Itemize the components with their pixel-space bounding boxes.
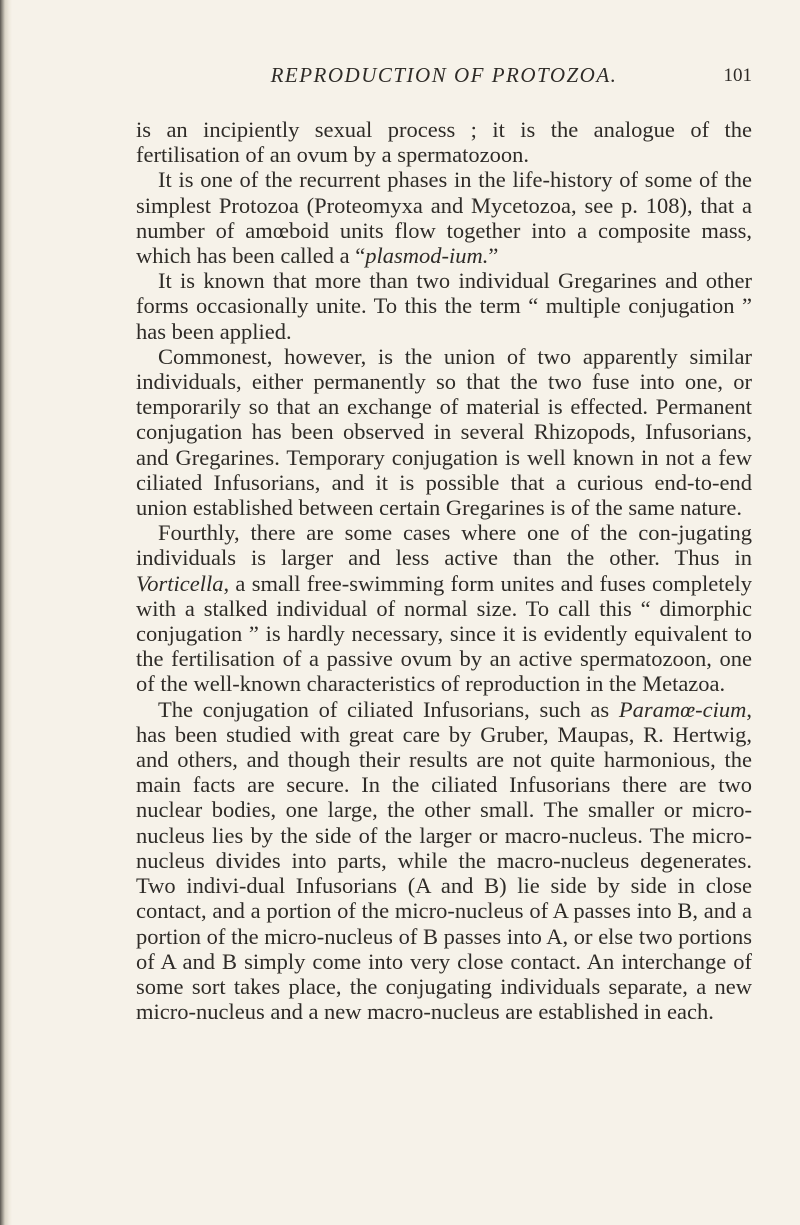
text-run: It is known that more than two individual Gregarines and other forms occasionally unite. To this the term “ multiple conjugation ” has been applied. bbox=[136, 268, 752, 344]
text-run: ” bbox=[488, 243, 499, 269]
running-head: REPRODUCTION OF PROTOZOA. bbox=[270, 63, 618, 87]
text-run: , a small free-swimming form unites and fuses completely with a stalked individual of normal size. To call this “ dimorphic conjugation ” is hardly necessary, since it is evidently equivalent to the fertilisation of a passive ovum by an active spermatozoon, one of the well-known characteristics of reproduction in the Metazoa. bbox=[136, 570, 752, 697]
text-run: is an incipiently sexual process ; it is the analogue of the fertilisation of an ovum by a spermatozoon. bbox=[136, 117, 752, 168]
paragraph-1 bbox=[136, 117, 752, 167]
text-run: It is one of the recurrent phases in the life-history of some of the simplest Protozoa (Proteomyxa and Mycetozoa, see p. 108), that a number of amœboid units flow together into a composite mass, which has been called a “ bbox=[136, 167, 752, 269]
page-header bbox=[136, 63, 752, 95]
paragraph-5 bbox=[136, 520, 752, 696]
italic-term: plasmod-ium. bbox=[365, 243, 489, 269]
paragraph-2 bbox=[136, 167, 752, 268]
italic-term: Paramœ-cium bbox=[618, 696, 747, 722]
text-run: The conjugation of ciliated Infusorians, such as bbox=[158, 696, 619, 722]
text-run: Fourthly, there are some cases where one of the con-jugating individuals is larger and less active than the other. Thus in bbox=[136, 520, 752, 571]
page-binding-edge bbox=[0, 0, 12, 1225]
paragraph-4 bbox=[136, 344, 752, 520]
paragraph-6 bbox=[136, 697, 752, 1025]
paragraph-3 bbox=[136, 268, 752, 344]
body-text bbox=[136, 117, 752, 1024]
italic-term: Vorticella bbox=[136, 570, 224, 596]
text-run: , has been studied with great care by Gruber, Maupas, R. Hertwig, and others, and though their results are not quite harmonious, the main facts are secure. In the ciliated Infusorians there are two nuclear bodies, one large, the other small. The smaller or micro-nucleus lies by the side of the larger or macro-nucleus. The micro-nucleus divides into parts, while the macro-nucleus degenerates. Two indivi-dual Infusorians (A and B) lie side by side in close contact, and a portion of the micro-nucleus of A passes into B, and a portion of the micro-nucleus of B passes into A, or else two portions of A and B simply come into very close contact. An interchange of some sort takes place, the conjugating individuals separate, a new micro-nucleus and a new macro-nucleus are established in each. bbox=[136, 696, 752, 1025]
text-run: Commonest, however, is the union of two apparently similar individuals, either permanently so that the two fuse into one, or temporarily so that an exchange of material is effected. Permanent conjugation has been observed in several Rhizopods, Infusorians, and Gregarines. Temporary conjugation is well known in not a few ciliated Infusorians, and it is possible that a curious end-to-end union established between certain Gregarines is of the same nature. bbox=[136, 343, 752, 521]
page-number: 101 bbox=[723, 65, 752, 86]
